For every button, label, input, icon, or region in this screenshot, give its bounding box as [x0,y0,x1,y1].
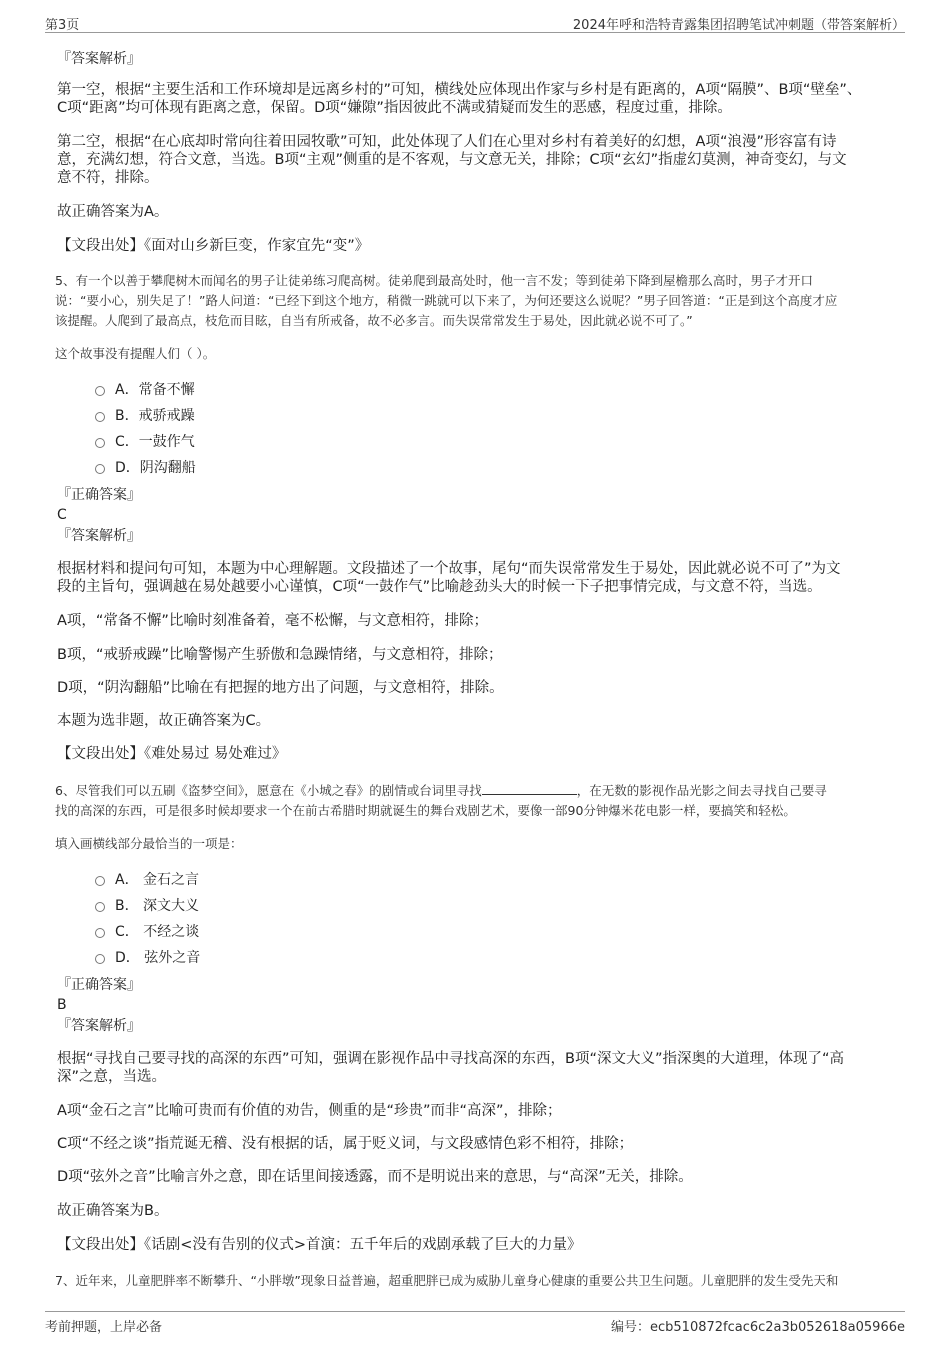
page-number: 第3页 [45,18,80,33]
radio-icon[interactable] [95,438,105,448]
analysis-text: C项“距离”均可体现有距离之意，保留。D项“嫌隙”指因彼此不满或猜疑而发生的恶感，程度过重，排除。 [57,100,732,116]
question-prompt: 填入画横线部分最恰当的一项是： [55,836,243,851]
analysis-text: 根据材料和提问句可知，本题为中心理解题。文段描述了一个故事，尾句“而失误常常发生于易处，因此就必说不可了”为文 [57,561,841,577]
analysis-text: 深”之意，当选。 [57,1069,167,1085]
analysis-text: 意不符，排除。 [57,170,159,186]
option-d[interactable] [95,949,200,967]
conclusion: 故正确答案为A。 [57,204,169,220]
option-label: A． 金石之言 [115,872,200,888]
radio-icon[interactable] [95,876,105,886]
question-prompt: 这个故事没有提醒人们（ ）。 [55,346,216,361]
answer-analysis-label: 『答案解析』 [57,1018,141,1034]
correct-answer: B [57,997,67,1013]
correct-answer: C [57,507,67,523]
option-c[interactable] [95,433,195,451]
answer-analysis-label: 『答案解析』 [57,51,141,67]
conclusion: 故正确答案为B。 [57,1203,169,1219]
correct-answer-label: 『正确答案』 [57,487,141,503]
analysis-text: C项“不经之谈”指荒诞无稽、没有根据的话，属于贬义词，与文段感情色彩不相符，排除； [57,1136,634,1152]
question-stem: 7、近年来，儿童肥胖率不断攀升、“小胖墩”现象日益普遍，超重肥胖已成为威胁儿童身心健康的重要公共卫生问题。儿童肥胖的发生受先天和 [55,1273,839,1288]
option-b[interactable] [95,897,199,915]
analysis-text: 意，充满幻想，符合文意，当选。B项“主观”侧重的是不客观，与文意无关，排除；C项“玄幻”指虚幻莫测，神奇变幻，与文 [57,152,847,168]
analysis-text: D项，“阴沟翻船”比喻在有把握的地方出了问题，与文意相符，排除。 [57,680,504,696]
document-code [611,1316,905,1335]
radio-icon[interactable] [95,954,105,964]
source-citation: 【文段出处】《难处易过 易处难过》 [57,746,287,762]
option-label: A．常备不懈 [115,382,195,398]
option-label: D．阴沟翻船 [115,460,196,476]
radio-icon[interactable] [95,412,105,422]
code-label: 编号： [610,1320,650,1335]
fill-blank [482,782,577,795]
option-a[interactable] [95,381,195,399]
option-label: B．戒骄戒躁 [115,408,195,424]
option-label: C．一鼓作气 [115,434,195,450]
question-stem: 5、有一个以善于攀爬树木而闻名的男子让徒弟练习爬高树。徒弟爬到最高处时，他一言不发；等到徒弟下降到屋檐那么高时，男子才开口 [55,273,813,288]
answer-analysis-label: 『答案解析』 [57,528,141,544]
source-citation: 【文段出处】《话剧<没有告别的仪式>首演：五千年后的戏剧承载了巨大的力量》 [57,1237,582,1253]
analysis-text: A项“金石之言”比喻可贵而有价值的劝告，侧重的是“珍贵”而非“高深”，排除； [57,1103,562,1119]
page-header [45,12,905,33]
footer-slogan: 考前押题，上岸必备 [45,1320,163,1335]
code-value: ecb510872fcac6c2a3b052618a05966e [650,1320,905,1335]
option-label: B． 深文大义 [115,898,200,914]
radio-icon[interactable] [95,464,105,474]
option-d[interactable] [95,459,196,477]
analysis-text: A项，“常备不懈”比喻时刻准备着，毫不松懈，与文意相符，排除； [57,613,488,629]
page-footer [45,1311,905,1334]
option-c[interactable] [95,923,199,941]
radio-icon[interactable] [95,386,105,396]
document-title: 2024年呼和浩特青露集团招聘笔试冲刺题（带答案解析） [572,18,905,33]
option-b[interactable] [95,407,195,425]
question-stem: 该提醒。人爬到了最高点，枝危而目眩，自当有所戒备，故不必多言。而失误常常发生于易处，因此就必说不可了。” [55,313,693,328]
option-a[interactable] [95,871,199,889]
analysis-text: 第一空，根据“主要生活和工作环境却是远离乡村的”可知，横线处应体现出作家与乡村是有距离的，A项“隔膜”、B项“壁垒”、 [57,82,862,98]
stem-part: ，在无数的影视作品光影之间去寻找自己要寻 [576,783,827,798]
conclusion: 本题为选非题，故正确答案为C。 [57,713,271,729]
stem-part: 6、尽管我们可以五刷《盗梦空间》，愿意在《小城之春》的剧情或台词里寻找 [55,783,482,798]
analysis-text: B项，“戒骄戒躁”比喻警惕产生骄傲和急躁情绪，与文意相符，排除； [57,647,503,663]
radio-icon[interactable] [95,902,105,912]
option-label: C． 不经之谈 [115,924,200,940]
analysis-text: 段的主旨句，强调越在易处越要小心谨慎，C项“一鼓作气”比喻趁劲头大的时候一下子把事情完成，与文意不符，当选。 [57,579,822,595]
option-label: D． 弦外之音 [115,950,201,966]
analysis-text: 第二空，根据“在心底却时常向往着田园牧歌”可知，此处体现了人们在心里对乡村有着美好的幻想，A项“浪漫”形容富有诗 [57,134,837,150]
analysis-text: D项“弦外之音”比喻言外之意，即在话里间接透露，而不是明说出来的意思，与“高深”无关，排除。 [57,1169,693,1185]
source-citation: 【文段出处】《面对山乡新巨变，作家宜先“变”》 [57,238,370,254]
radio-icon[interactable] [95,928,105,938]
question-stem: 找的高深的东西，可是很多时候却要求一个在前古希腊时期就诞生的舞台戏剧艺术，要像一部90分钟爆米花电影一样，要搞笑和轻松。 [55,803,796,818]
correct-answer-label: 『正确答案』 [57,977,141,993]
analysis-text: 根据“寻找自己要寻找的高深的东西”可知，强调在影视作品中寻找高深的东西，B项“深文大义”指深奥的大道理，体现了“高 [57,1051,845,1067]
question-stem: 说：“要小心，别失足了！”路人问道：“已经下到这个地方，稍微一跳就可以下来了，为何还要这么说呢？”男子回答道：“正是到这个高度才应 [55,293,838,308]
question-stem [55,780,895,801]
